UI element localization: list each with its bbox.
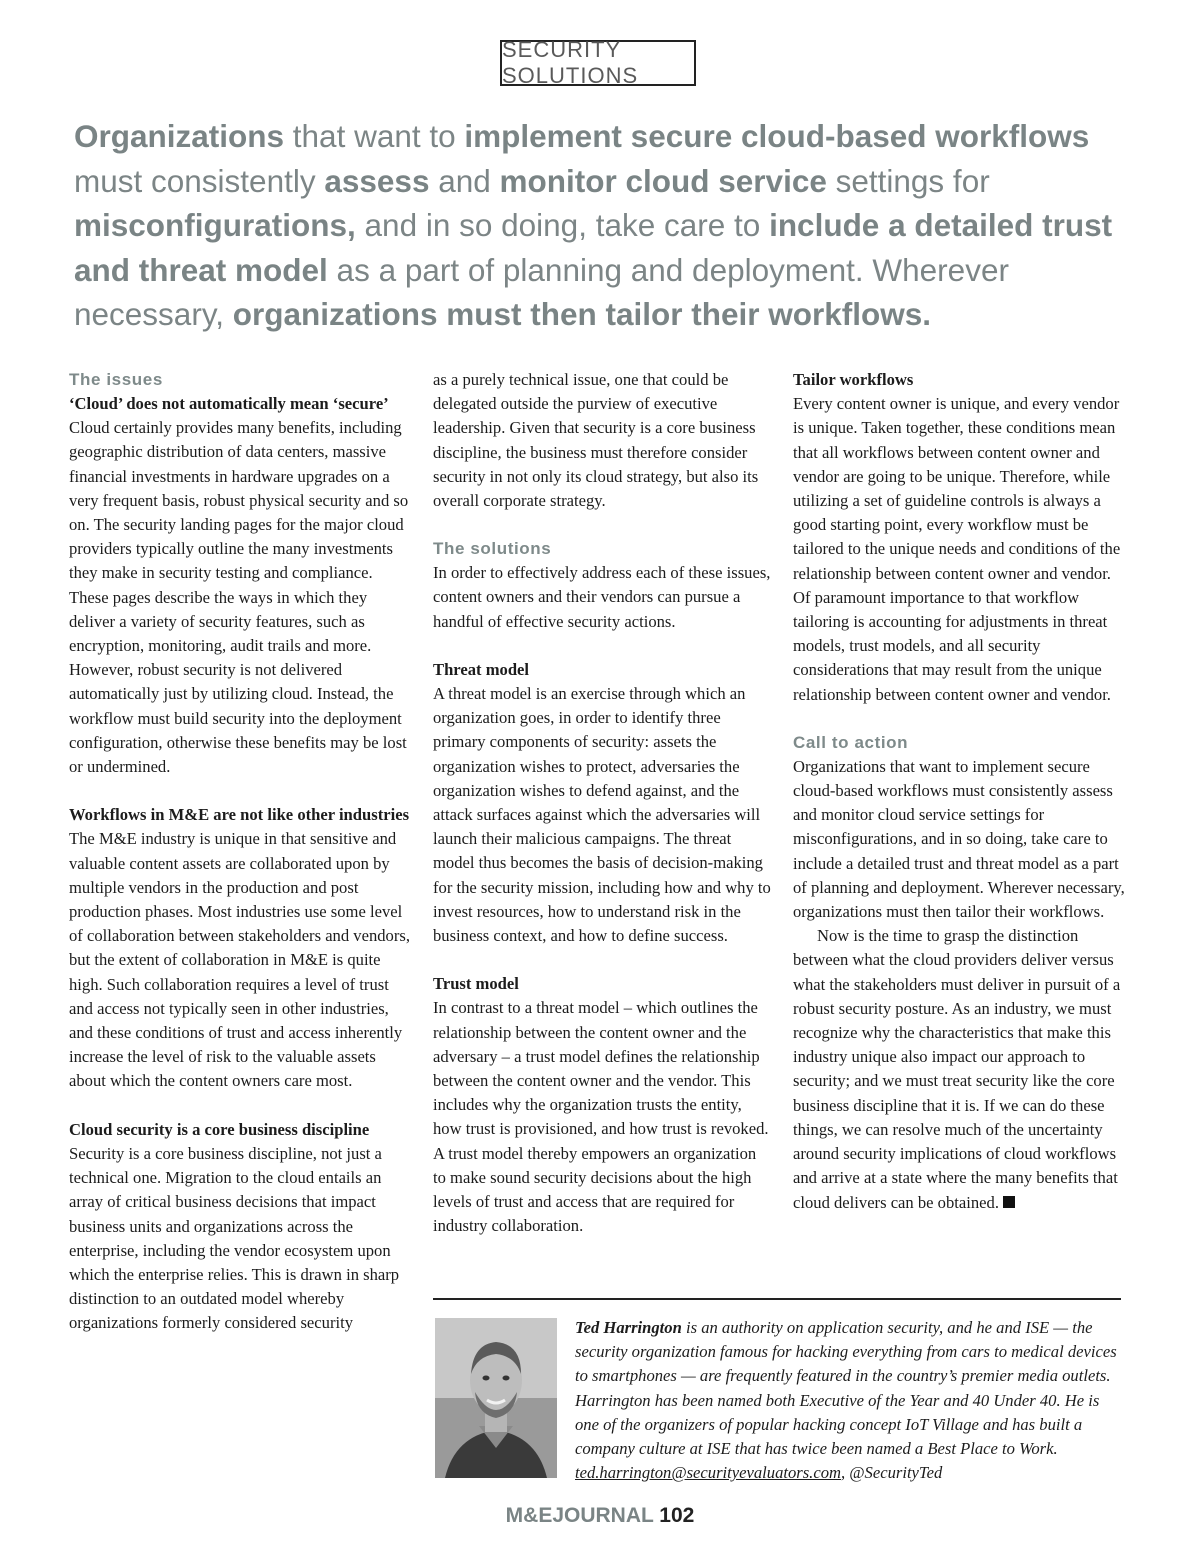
- subheading-threat-model: Threat model: [433, 659, 530, 679]
- subheading-tailor-workflows: Tailor workflows: [793, 370, 914, 389]
- bio-divider: [433, 1298, 1121, 1300]
- paragraph-gap: [69, 779, 413, 803]
- paragraph-core-discipline-continued: as a purely technical issue, one that could be delegated outside the purview of executive leadership. Given that security is a core business discipline, the business must therefore consider security in not only its cloud strategy, but also its overall corporate strategy.: [433, 370, 759, 511]
- author-name: Ted Harrington: [575, 1318, 682, 1337]
- closing-text: Now is the time to grasp the distinction between what the cloud providers deliver versus what the stakeholders must deliver in pursuit of a robust security posture. As an industry, we must recognize why the characteristics that make this industry unique also impact our approach to security; and we must treat security like the core business discipline that it is. If we can do these things, we can resolve much of the uncertainty around security implications of cloud workflows and arrive at a state where the many benefits that cloud delivers can be obtained.: [793, 926, 1121, 1212]
- pullquote-part: and in so doing, take care to: [355, 207, 770, 243]
- page-number: 102: [659, 1504, 695, 1527]
- paragraph-gap: [433, 948, 773, 972]
- author-photo: [435, 1318, 557, 1478]
- page-footer: [0, 1504, 1200, 1528]
- paragraph-gap: [69, 1094, 413, 1118]
- pullquote-part: monitor cloud service: [499, 162, 827, 199]
- section-heading-issues: The issues: [69, 370, 163, 389]
- pullquote-part: settings for: [826, 162, 990, 199]
- pullquote-part: misconfigurations,: [74, 207, 356, 243]
- paragraph-gap: [433, 634, 773, 658]
- bio-separator: ,: [840, 1463, 850, 1483]
- author-bio: [575, 1316, 1125, 1485]
- pull-quote: [74, 114, 1134, 337]
- paragraph-solutions: In order to effectively address each of these issues, content owners and their vendors can pursue a handful of effective security actions.: [433, 563, 771, 631]
- paragraph-closing: [793, 924, 1128, 1214]
- author-social-handle: @SecurityTed: [849, 1463, 943, 1483]
- section-tag-label: SECURITY SOLUTIONS: [502, 37, 639, 88]
- paragraph-call-to-action: Organizations that want to implement secure cloud-based workflows must consistently assess and monitor cloud service settings for misconfigurations, and in so doing, take care to include a detailed trust and threat model as a part of planning and deployment. Wherever necessary, organizations must then tailor their workflows.: [793, 756, 1125, 922]
- subheading-core-discipline: Cloud security is a core business discipline: [69, 1119, 370, 1139]
- pullquote-part: as a part of planning and deployment. Wherever necessary,: [74, 251, 1009, 332]
- subheading-trust-model: Trust model: [433, 974, 519, 994]
- subheading-cloud-not-secure: ‘Cloud’ does not automatically mean ‘secure’: [69, 394, 389, 413]
- pullquote-part: assess: [324, 162, 430, 199]
- pullquote-part: include a detailed trust and threat model: [74, 207, 1113, 288]
- end-of-article-mark: [1003, 1196, 1015, 1208]
- paragraph-gap: [793, 707, 1128, 731]
- article-column-2: [433, 368, 773, 1239]
- paragraph-tailor-workflows: Every content owner is unique, and every vendor is unique. Taken together, these conditions mean that all workflows between content owner and vendor are going to be unique. Therefore, while utilizing a set of guideline controls is always a good starting point, every workflow must be tailored to the unique needs and conditions of the relationship between content owner and vendor. Of paramount importance to that workflow tailoring is accounting for adjustments in threat models, trust models, and all security considerations that may result from the unique relationship between content owner and vendor.: [793, 394, 1121, 704]
- article-column-1: [69, 368, 413, 1336]
- paragraph-threat-model: A threat model is an exercise through which an organization goes, in order to identify three primary components of security: assets the organization wishes to protect, adversaries the organization wishes to defend against, and the attack surfaces against which the adversaries will launch their malicious campaigns. The threat model thus becomes the basis of decision-making for the security mission, including how and why to invest resources, how to understand risk in the business context, and how to define success.: [433, 684, 771, 946]
- pullquote-part: Organizations: [74, 118, 285, 154]
- subheading-workflows-me: Workflows in M&E are not like other industries: [69, 805, 410, 825]
- section-tag: [500, 37, 696, 88]
- paragraph-cloud-benefits: Cloud certainly provides many benefits, including geographic distribution of data centers, massive financial investments in hardware upgrades on a very frequent basis, robust physical security and so on. The security landing pages for the major cloud providers typically outline the many investments they make in security testing and compliance. These pages describe the ways in which they deliver a variety of security features, such as encryption, monitoring, audit trails and more. However, robust security is not delivered automatically just by utilizing cloud. Instead, the workflow must build security into the deployment configuration, otherwise these benefits may be lost or undermined.: [69, 418, 409, 777]
- paragraph-trust-model: In contrast to a threat model – which outlines the relationship between the content owner and the adversary – a trust model defines the relationship between the content owner and the vendor. This includes why the organization trusts the entity, how trust is provisioned, and how trust is revoked. A trust model thereby empowers an organization to make sound security decisions about the high levels of trust and access that are required for industry collaboration.: [433, 998, 769, 1236]
- journal-name: M&EJOURNAL: [505, 1504, 654, 1527]
- pullquote-part: organizations must then tailor their workflows.: [232, 296, 932, 332]
- article-column-3: [793, 368, 1128, 1215]
- author-portrait-icon: [435, 1318, 557, 1478]
- section-heading-call-to-action: Call to action: [793, 732, 909, 752]
- pullquote-part: implement secure cloud-based workflows: [464, 118, 1090, 154]
- pullquote-part: and: [429, 162, 500, 199]
- paragraph-core-discipline: Security is a core business discipline, not just a technical one. Migration to the cloud entails an array of critical business decisions that impact business units and organizations across the enterprise, including the vendor ecosystem upon which the enterprise relies. This is drawn in sharp distinction to an outdated model whereby organizations formerly considered security: [69, 1143, 400, 1333]
- author-bio-text: is an authority on application security, and he and ISE — the security organization famous for hacking everything from cars to medical devices to smartphones — are frequently featured in the country’s premier media outlets. Harrington has been named both Executive of the Year and 40 Under 40. He is one of the organizers of popular hacking concept IoT Village and has built a company culture at ISE that has twice been named a Best Place to Work.: [575, 1318, 1117, 1459]
- paragraph-gap: [433, 513, 773, 537]
- section-heading-solutions: The solutions: [433, 539, 552, 559]
- pullquote-part: must consistently: [74, 162, 325, 199]
- paragraph-workflows-me: The M&E industry is unique in that sensitive and valuable content assets are collaborated upon by multiple vendors in the production and post production phases. Most industries use some level of collaboration between stakeholders and vendors, but the extent of collaboration in M&E is quite high. Such collaboration requires a level of trust and access not typically seen in other industries, and these conditions of trust and access inherently increase the level of risk to the valuable assets about which the content owners care most.: [69, 829, 410, 1091]
- author-email-link[interactable]: ted.harrington@securityevaluators.com: [575, 1463, 841, 1483]
- pullquote-part: that want to: [284, 118, 465, 154]
